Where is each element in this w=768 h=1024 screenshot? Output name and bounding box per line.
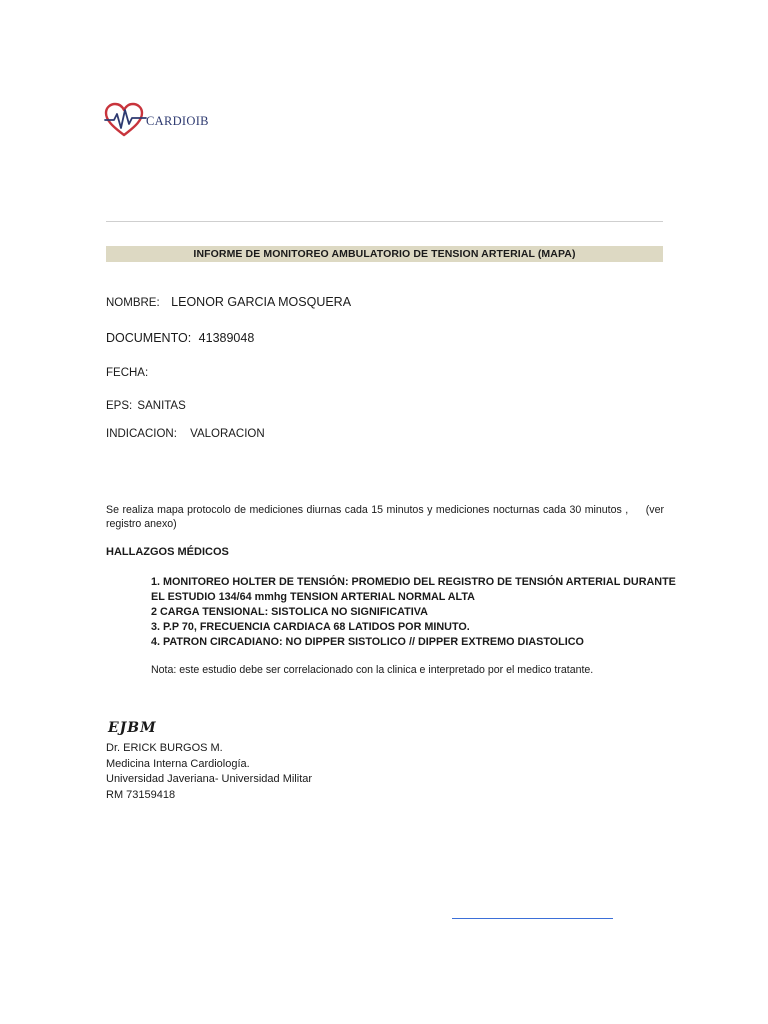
indicacion-label: INDICACION: — [106, 428, 177, 440]
nombre-label: NOMBRE: — [106, 297, 160, 309]
note: Nota: este estudio debe ser correlacionado con la clinica e interpretado por el medico tratante. — [151, 664, 594, 676]
report-title: INFORME DE MONITOREO AMBULATORIO DE TENSION ARTERIAL (MAPA) — [106, 246, 663, 262]
footer-link-line — [452, 918, 613, 919]
doctor-registration: RM 73159418 — [106, 788, 176, 801]
field-indicacion — [106, 428, 265, 440]
heart-pulse-icon — [104, 102, 148, 142]
documento-value: 41389048 — [198, 331, 255, 345]
signature-mark: EJBM — [108, 720, 157, 736]
finding-item: 2 CARGA TENSIONAL: SISTOLICA NO SIGNIFICATIVA — [151, 606, 428, 618]
finding-item: EL ESTUDIO 134/64 mmhg TENSION ARTERIAL NORMAL ALTA — [151, 591, 475, 603]
eps-value: SANITAS — [137, 400, 186, 412]
doctor-university: Universidad Javeriana- Universidad Militar — [106, 773, 313, 785]
documento-label: DOCUMENTO: — [106, 331, 192, 345]
protocol-text: Se realiza mapa protocolo de mediciones diurnas cada 15 minutos y mediciones nocturnas cada 30 minutos , — [106, 504, 629, 516]
findings-list — [151, 575, 676, 650]
signature-block — [106, 741, 312, 803]
protocol-paragraph — [106, 503, 664, 531]
eps-label: EPS: — [106, 400, 133, 412]
finding-item: 4. PATRON CIRCADIANO: NO DIPPER SISTOLICO // DIPPER EXTREMO DIASTOLICO — [151, 636, 584, 648]
protocol-ref: (ver registro anexo) — [106, 504, 664, 530]
finding-item: 3. P.P 70, FRECUENCIA CARDIACA 68 LATIDOS POR MINUTO. — [151, 621, 470, 633]
findings-title: HALLAZGOS MÉDICOS — [106, 546, 229, 558]
doctor-name: Dr. ERICK BURGOS M. — [106, 742, 223, 754]
doctor-specialty: Medicina Interna Cardiología. — [106, 757, 250, 770]
field-fecha — [106, 367, 148, 379]
field-nombre — [106, 295, 351, 309]
fecha-label: FECHA: — [106, 367, 149, 379]
field-documento — [106, 331, 254, 345]
nombre-value: LEONOR GARCIA MOSQUERA — [171, 295, 352, 309]
finding-item: 1. MONITOREO HOLTER DE TENSIÓN: PROMEDIO DEL REGISTRO DE TENSIÓN ARTERIAL DURANTE — [151, 576, 676, 588]
header-divider — [106, 221, 663, 222]
field-eps — [106, 400, 186, 412]
logo-text: CARDIOIB — [146, 114, 209, 128]
indicacion-value: VALORACION — [190, 428, 265, 440]
